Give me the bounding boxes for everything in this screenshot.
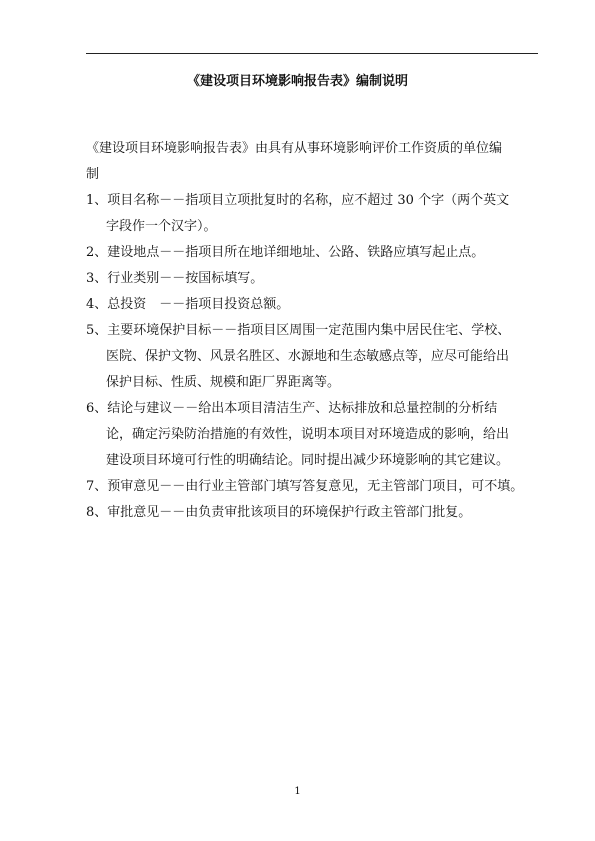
instruction-item-7: [86, 474, 546, 500]
item-first-line: 2、建设地点－－指项目所在地详细地址、公路、铁路应填写起止点。: [86, 245, 485, 260]
item-first-line: 3、行业类别－－按国标填写。: [86, 271, 264, 286]
instruction-item-4: [86, 292, 546, 318]
intro-paragraph: [86, 136, 546, 188]
instruction-item-2: [86, 240, 546, 266]
item-first-line: 4、总投资 －－指项目投资总额。: [86, 297, 290, 312]
instruction-item-1: [86, 188, 546, 240]
item-continuation-line: 字段作一个汉字）。: [106, 219, 217, 234]
instruction-item-8: [86, 500, 546, 526]
instruction-list: [86, 188, 546, 526]
instruction-item-6: [86, 396, 546, 474]
instruction-item-5: [86, 318, 546, 396]
item-first-line: 5、主要环境保护目标－－指项目区周围一定范围内集中居民住宅、学校、: [86, 323, 511, 338]
item-continuation-line: 医院、保护文物、风景名胜区、水源地和生态敏感点等，应尽可能给出: [106, 349, 510, 364]
header-rule: [86, 53, 538, 54]
intro-line: 《建设项目环境影响报告表》由具有从事环境影响评价工作资质的单位编: [86, 141, 503, 156]
item-continuation-line: 论，确定污染防治措施的有效性，说明本项目对环境造成的影响，给出: [106, 427, 510, 442]
page-number: 1: [294, 786, 301, 797]
intro-line: 制: [86, 167, 100, 182]
item-first-line: 8、审批意见－－由负责审批该项目的环境保护行政主管部门批复。: [86, 505, 472, 520]
instruction-item-3: [86, 266, 546, 292]
document-title: 《建设项目环境影响报告表》编制说明: [186, 74, 408, 89]
item-continuation-line: 保护目标、性质、规模和距厂界距离等。: [106, 375, 341, 390]
item-first-line: 1、项目名称－－指项目立项批复时的名称，应不超过 30 个字（两个英文: [86, 193, 510, 208]
item-first-line: 7、预审意见－－由行业主管部门填写答复意见，无主管部门项目，可不填。: [86, 479, 524, 494]
item-first-line: 6、结论与建议－－给出本项目清洁生产、达标排放和总量控制的分析结: [86, 401, 498, 416]
item-continuation-line: 建设项目环境可行性的明确结论。同时提出减少环境影响的其它建议。: [106, 453, 510, 468]
